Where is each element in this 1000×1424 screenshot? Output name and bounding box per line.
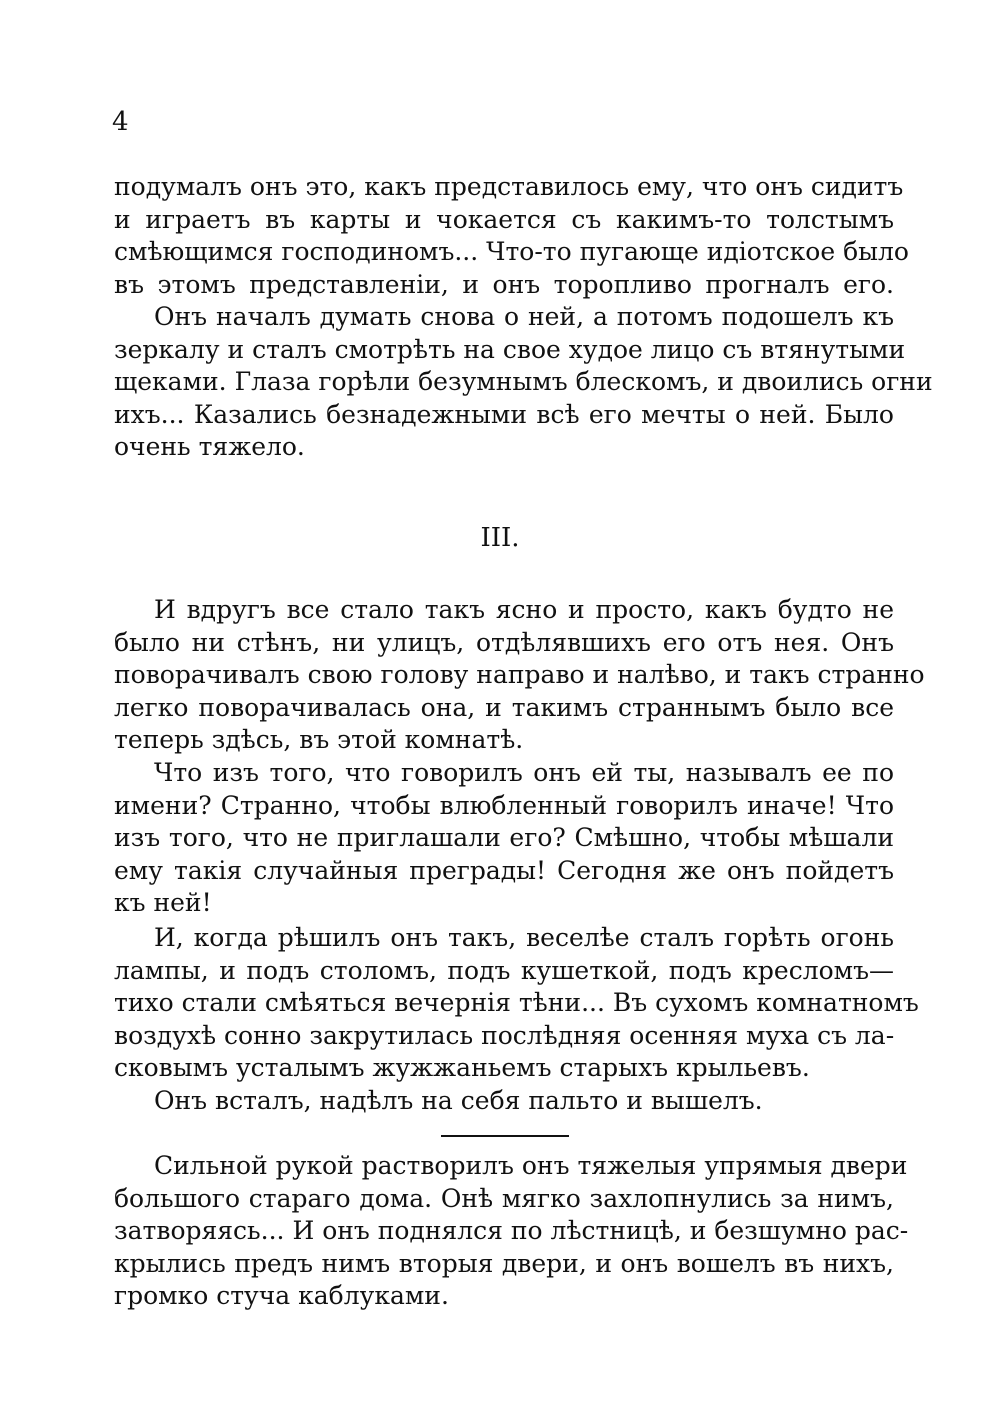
text-line: Онъ началъ думать снова о ней, а потомъ подошелъ къ [154, 302, 894, 331]
text-line: ему такія случайныя преграды! Сегодня же онъ пойдетъ [114, 855, 894, 885]
text-line: щеками. Глаза горѣли безумнымъ блескомъ, и двоились огни [114, 367, 933, 396]
paragraph [114, 594, 925, 757]
text-line: къ ней! [114, 888, 212, 917]
text-line: изъ того, что не приглашали его? Смѣшно, чтобы мѣшали [114, 823, 894, 852]
text-line: И, когда рѣшилъ онъ такъ, веселѣе сталъ горѣть огонь [154, 923, 894, 952]
text-line: поворачивалъ свою голову направо и налѣво, и такъ странно [114, 660, 925, 689]
page-number: 4 [112, 107, 129, 137]
text-line: Онъ всталъ, надѣлъ на себя пальто и вышелъ. [154, 1086, 763, 1115]
text-line: лампы, и подъ столомъ, подъ кушеткой, подъ кресломъ— [114, 955, 894, 985]
paragraph [114, 1150, 909, 1313]
paragraph [114, 301, 933, 464]
text-line: смѣющимся господиномъ... Что-то пугающе идіотское было [114, 237, 909, 266]
text-line: было ни стѣнъ, ни улицъ, отдѣлявшихъ его отъ нея. Онъ [114, 627, 894, 657]
text-line: и играетъ въ карты и чокается съ какимъ-то толстымъ [114, 204, 894, 234]
text-line: очень тяжело. [114, 432, 305, 461]
text-line: большого стараго дома. Онѣ мягко захлопнулись за нимъ, [114, 1183, 894, 1213]
text-line: Сильной рукой растворилъ онъ тяжелыя упрямыя двери [154, 1151, 908, 1180]
text-line: тихо стали смѣяться вечернія тѣни... Въ сухомъ комнатномъ [114, 988, 919, 1017]
text-line: ихъ... Казались безнадежными всѣ его мечты о ней. Было [114, 399, 894, 429]
text-line: зеркалу и сталъ смотрѣть на свое худое лицо съ втянутыми [114, 334, 906, 364]
paragraph [114, 1085, 894, 1118]
paragraph [114, 757, 894, 920]
text-line: легко поворачивалась она, и такимъ страннымъ было все [114, 692, 894, 722]
text-line: И вдругъ все стало такъ ясно и просто, какъ будто не [154, 595, 894, 624]
text-line: имени? Странно, чтобы влюбленный говорилъ иначе! Что [114, 790, 894, 820]
text-line: громко стуча каблуками. [114, 1281, 449, 1310]
paragraph [114, 171, 909, 301]
text-line: сковымъ усталымъ жужжаньемъ старыхъ крыльевъ. [114, 1053, 810, 1082]
text-line: Что изъ того, что говорилъ онъ ей ты, называлъ ее по [154, 758, 894, 787]
text-line: подумалъ онъ это, какъ представилось ему, что онъ сидитъ [114, 172, 904, 201]
text-line: воздухѣ сонно закрутилась послѣдняя осенняя муха съ ла- [114, 1020, 895, 1050]
text-line: крылись предъ нимъ вторыя двери, и онъ вошелъ въ нихъ, [114, 1248, 894, 1278]
section-separator [441, 1135, 569, 1137]
chapter-heading: III. [480, 523, 520, 553]
text-line: затворяясь... И онъ поднялся по лѣстницѣ, и безшумно рас- [114, 1216, 909, 1245]
text-line: теперь здѣсь, въ этой комнатѣ. [114, 725, 524, 754]
text-line: въ этомъ представленіи, и онъ торопливо прогналъ его. [114, 269, 894, 299]
paragraph [114, 922, 919, 1085]
